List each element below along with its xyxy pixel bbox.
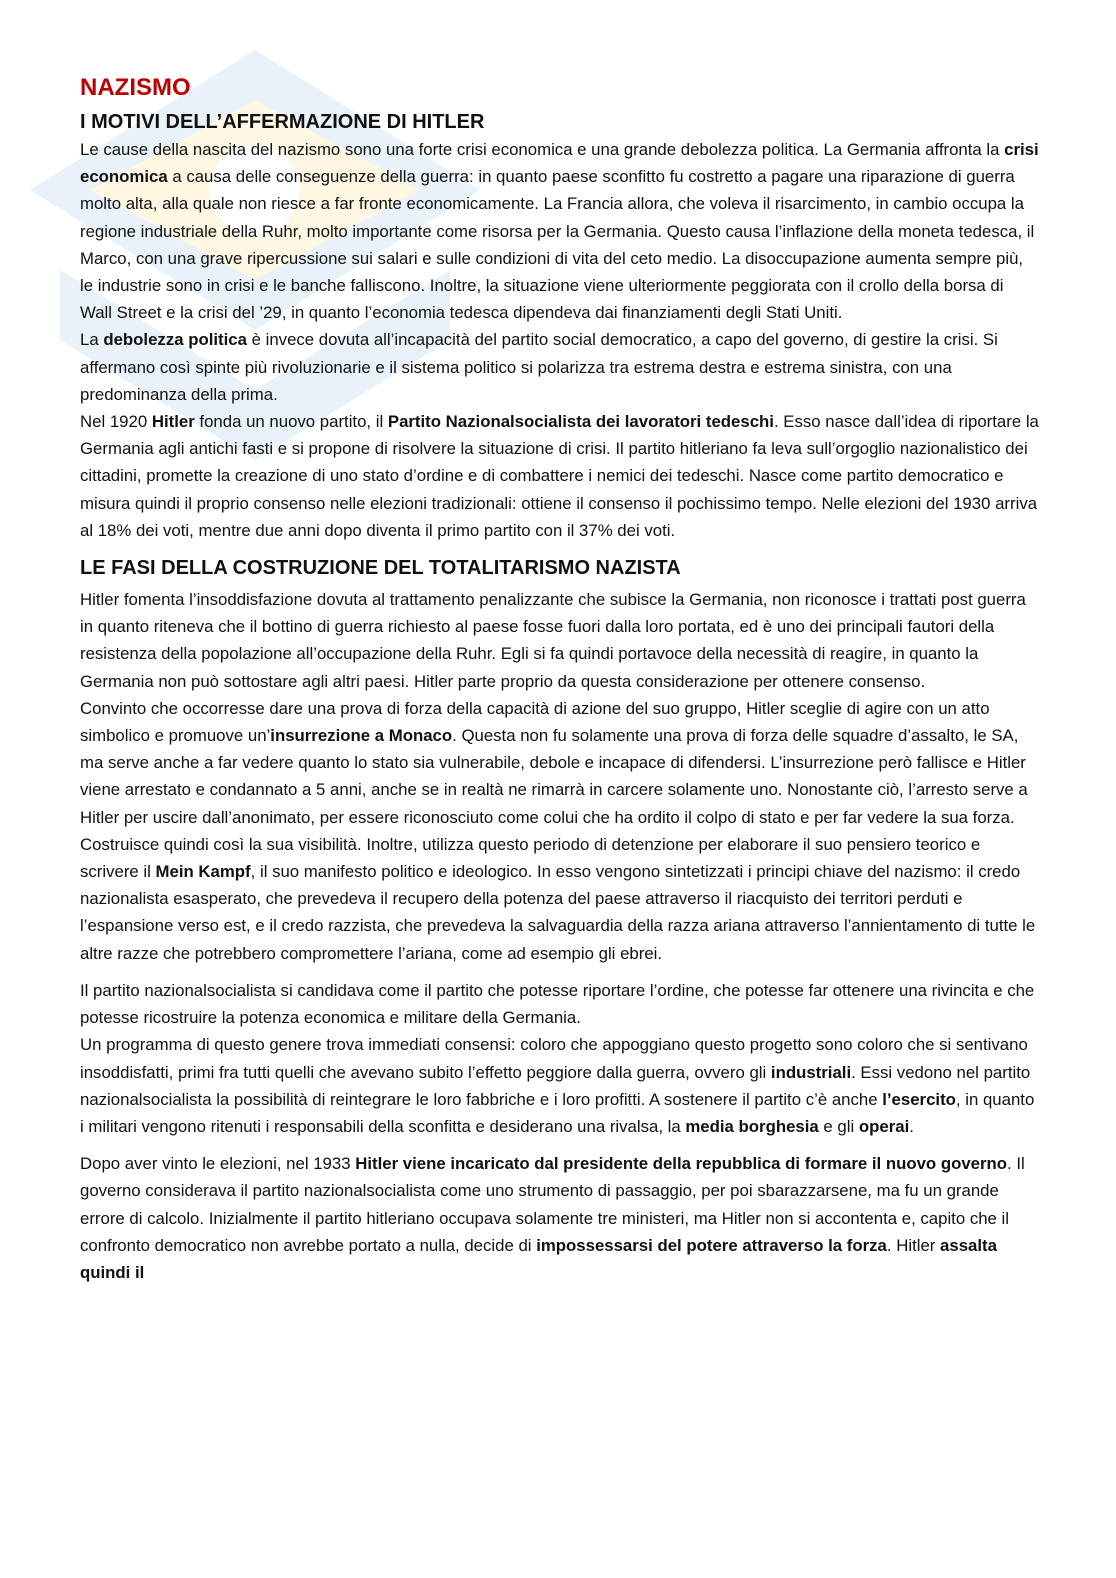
- paragraph: Hitler fomenta l’insoddisfazione dovuta al trattamento penalizzante che subisce la Germania, non riconosce i trattati post guerra in quanto riteneva che il bottino di guerra richiesto al paese fosse fuori dalla loro portata, ed è uno dei principali fautori della resistenza della popolazione all’occupazione della Ruhr. Egli si fa quindi portavoce della necessità di reagire, in quanto la Germania non può sottostare agli altri paesi. Hitler parte proprio da questa considerazione per ottenere consenso.: [80, 590, 1026, 691]
- bold-term: industriali: [770, 1062, 852, 1082]
- bold-term: media borghesia: [685, 1116, 819, 1136]
- paragraph: Dopo aver vinto le elezioni, nel 1933 Hitler viene incaricato dal presidente della repubblica di formare il nuovo governo. Il governo considerava il partito nazionalsocialista come uno strumento di passaggio, per poi sbarazzarsene, ma fu un grande errore di calcolo. Inizialmente il partito hitleriano occupava solamente tre ministeri, ma Hitler non si accontenta e, capito che il confronto democratico non avrebbe portato a nulla, decide di impossessarsi del potere attraverso la forza. Hitler assalta quindi il: [80, 1154, 1025, 1282]
- document-title: NAZISMO: [80, 74, 191, 101]
- bold-term: Partito Nazionalsocialista dei lavoratori tedeschi: [387, 412, 774, 432]
- paragraph: Il partito nazionalsocialista si candidava come il partito che potesse riportare l’ordine, che potesse far ottenere una rivincita e che potesse ricostruire la potenza economica e militare della Germania.: [80, 980, 1035, 1028]
- bold-term: impossessarsi del potere attraverso la forza: [536, 1235, 887, 1255]
- paragraph: Nel 1920 Hitler fonda un nuovo partito, il Partito Nazionalsocialista dei lavoratori tedeschi. Esso nasce dall’idea di riportare la Germania agli antichi fasti e si propone di risolvere la situazione di crisi. Il partito hitleriano fa leva sull’orgoglio nazionalistico dei cittadini, promette la creazione di uno stato d’ordine e di combattere i nemici dei tedeschi. Nasce come partito democratico e misura quindi il proprio consenso nelle elezioni tradizionali: ottiene il consenso il pochissimo tempo. Nelle elezioni del 1930 arriva al 18% dei voti, mentre due anni dopo diventa il primo partito con il 37% dei voti.: [80, 412, 1039, 540]
- section-heading-motivi: I MOTIVI DELL’AFFERMAZIONE DI HITLER: [80, 111, 485, 133]
- bold-term: Mein Kampf: [155, 862, 251, 882]
- bold-term: crisi economica: [80, 140, 1039, 187]
- paragraph: Convinto che occorresse dare una prova di forza della capacità di azione del suo gruppo, Hitler sceglie di agire con un atto simbolico e promuove un’insurrezione a Monaco. Questa non fu solamente una prova di forza delle squadre d’assalto, le SA, ma serve anche a far vedere quanto lo stato sia vulnerabile, debole e incapace di difendersi. L’insurrezione però fallisce e Hitler viene arrestato e condannato a 5 anni, anche se in realtà ne rimarrà in carcere solamente uno. Nonostante ciò, l’arresto serve a Hitler per uscire dall’anonimato, per essere riconosciuto come colui che ha ordito il colpo di stato e per far vedere la sua forza. Costruisce quindi così la sua visibilità. Inoltre, utilizza questo periodo di detenzione per elaborare il suo pensiero teorico e scrivere il Mein Kampf, il suo manifesto politico e ideologico. In esso vengono sintetizzati i principi chiave del nazismo: il credo nazionalista esasperato, che prevedeva il recupero della potenza del paese attraverso il riacquisto dei territori perduti e l’espansione verso est, e il credo razzista, che prevedeva la salvaguardia della razza ariana attraverso l’annientamento di tutte le altre razze che potrebbero compromettere l’ariana, come ad esempio gli ebrei.: [80, 698, 1036, 963]
- paragraph: Un programma di questo genere trova immediati consensi: coloro che appoggiano questo progetto sono coloro che si sentivano insoddisfatti, primi fra tutti quelli che avevano subito l’effetto peggiore dalla guerra, ovvero gli industriali. Essi vedono nel partito nazionalsocialista la possibilità di reintegrare le loro fabbriche e i loro profitti. A sostenere il partito c’è anche l’esercito, in quanto i militari vengono ritenuti i responsabili della sconfitta e desiderano una rivalsa, la media borghesia e gli operai.: [80, 1035, 1035, 1136]
- bold-term: operai: [858, 1116, 910, 1136]
- bold-term: l’esercito: [882, 1089, 956, 1109]
- section-heading-fasi: LE FASI DELLA COSTRUZIONE DEL TOTALITARISMO NAZISTA: [80, 557, 681, 580]
- bold-term: insurrezione a Monaco: [270, 726, 453, 746]
- paragraph: Le cause della nascita del nazismo sono una forte crisi economica e una grande debolezza politica. La Germania affronta la crisi economica a causa delle conseguenze della guerra: in quanto paese sconfitto fu costretto a pagare una riparazione di guerra molto alta, alla quale non riesce a far fronte economicamente. La Francia allora, che voleva il risarcimento, in cambio occupa la regione industriale della Ruhr, molto importante come risorsa per la Germania. Questo causa l’inflazione della moneta tedesca, il Marco, con una grave ripercussione sui salari e sulle condizioni di vita del ceto medio. La disoccupazione aumenta sempre più, le industrie sono in crisi e le banche falliscono. Inoltre, la situazione viene ulteriormente peggiorata con il crollo della borsa di Wall Street e la crisi del ’29, in quanto l’economia tedesca dipendeva dai finanziamenti degli Stati Uniti.: [80, 140, 1039, 323]
- document-page: [80, 72, 1040, 1286]
- paragraph: La debolezza politica è invece dovuta all’incapacità del partito social democratico, a capo del governo, di gestire la crisi. Si affermano così spinte più rivoluzionarie e il sistema politico si polarizza tra estrema destra e estrema sinistra, con una predominanza della prima.: [80, 330, 998, 404]
- bold-term: Hitler: [151, 412, 195, 432]
- bold-term: assalta quindi il: [80, 1235, 997, 1282]
- bold-term: Hitler viene incaricato dal presidente della repubblica di formare il nuovo governo: [355, 1154, 1008, 1174]
- bold-term: debolezza politica: [103, 330, 247, 350]
